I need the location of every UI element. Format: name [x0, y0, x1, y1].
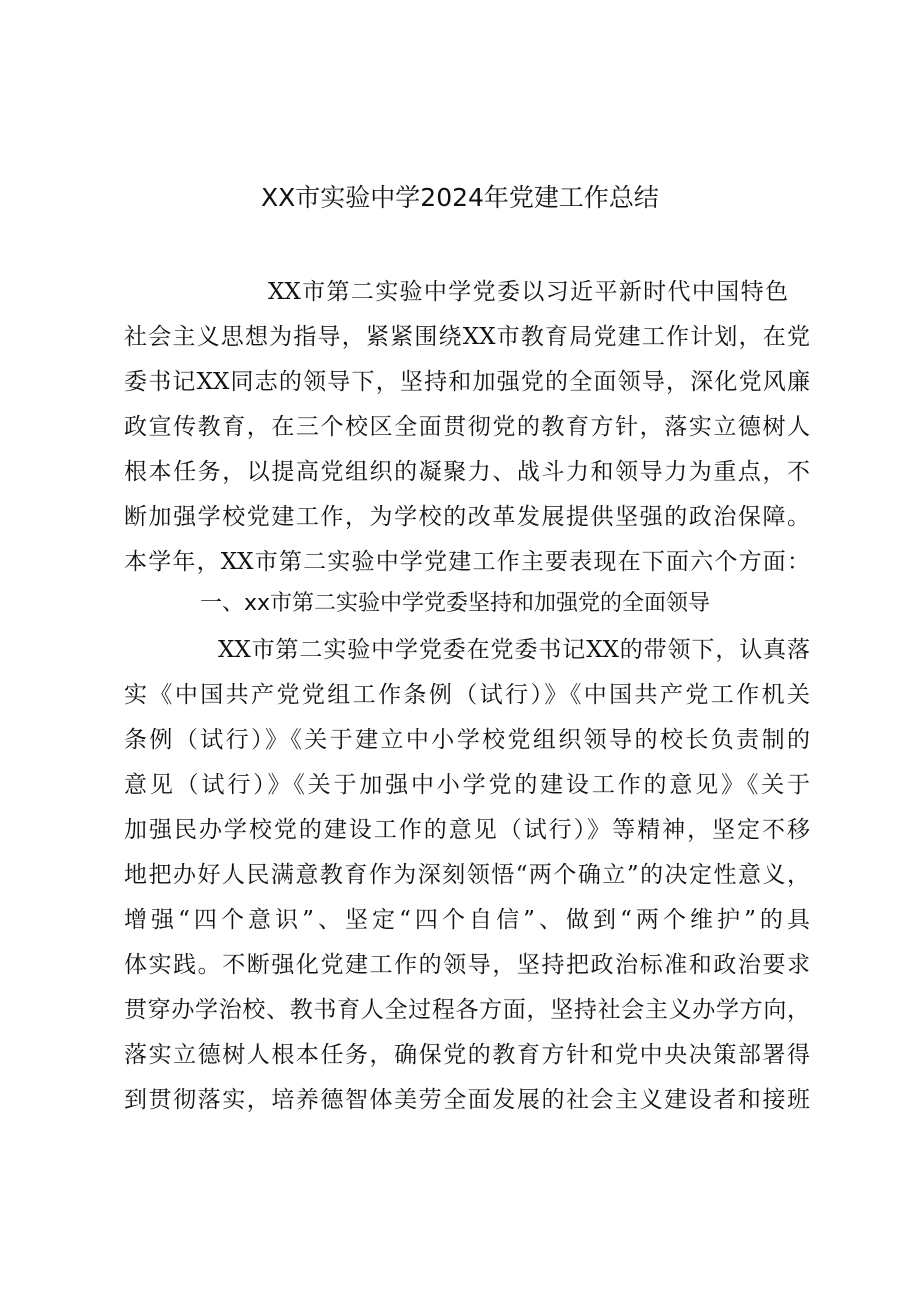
section-line: 体实践。不断强化党建工作的领导，坚持把政治标准和政治要求 [124, 952, 810, 978]
section-line: 地把办好人民满意教育作为深刻领悟“两个确立”的决定性意义， [124, 862, 810, 888]
intro-line: XX市第二实验中学党委以习近平新时代中国特色 [268, 279, 788, 305]
section-line: 贯穿办学治校、教书育人全过程各方面，坚持社会主义办学方向， [124, 997, 810, 1023]
section-line: 增强“四个意识”、坚定“四个自信”、做到“两个维护”的具 [124, 907, 810, 933]
intro-line: 委书记XX同志的领导下，坚持和加强党的全面领导，深化党风廉 [124, 369, 810, 395]
intro-line: 断加强学校党建工作，为学校的改革发展提供坚强的政治保障。 [124, 504, 810, 530]
document-title: XX市实验中学2024年党建工作总结 [261, 183, 659, 212]
section-line: 落实立德树人根本任务，确保党的教育方针和党中央决策部署得 [124, 1042, 810, 1068]
section-line: 实《中国共产党党组工作条例（试行）》《中国共产党工作机关 [124, 682, 810, 708]
section-line: 到贯彻落实，培养德智体美劳全面发展的社会主义建设者和接班 [124, 1087, 810, 1113]
intro-line: 政宣传教育，在三个校区全面贯彻党的教育方针，落实立德树人 [124, 414, 810, 440]
section-line: 加强民办学校党的建设工作的意见（试行）》等精神，坚定不移 [124, 817, 810, 843]
section-line: 条例（试行）》《关于建立中小学校党组织领导的校长负责制的 [124, 727, 810, 753]
section-line: XX市第二实验中学党委在党委书记XX的带领下，认真落 [218, 637, 810, 663]
intro-line: 本学年，XX市第二实验中学党建工作主要表现在下面六个方面： [124, 549, 810, 575]
section-line: 意见（试行）》《关于加强中小学党的建设工作的意见》《关于 [124, 772, 810, 798]
intro-line: 根本任务，以提高党组织的凝聚力、战斗力和领导力为重点，不 [124, 459, 810, 485]
intro-line: 社会主义思想为指导，紧紧围绕XX市教育局党建工作计划，在党 [124, 324, 810, 350]
section-heading: 一、xx市第二实验中学党委坚持和加强党的全面领导 [200, 591, 711, 616]
